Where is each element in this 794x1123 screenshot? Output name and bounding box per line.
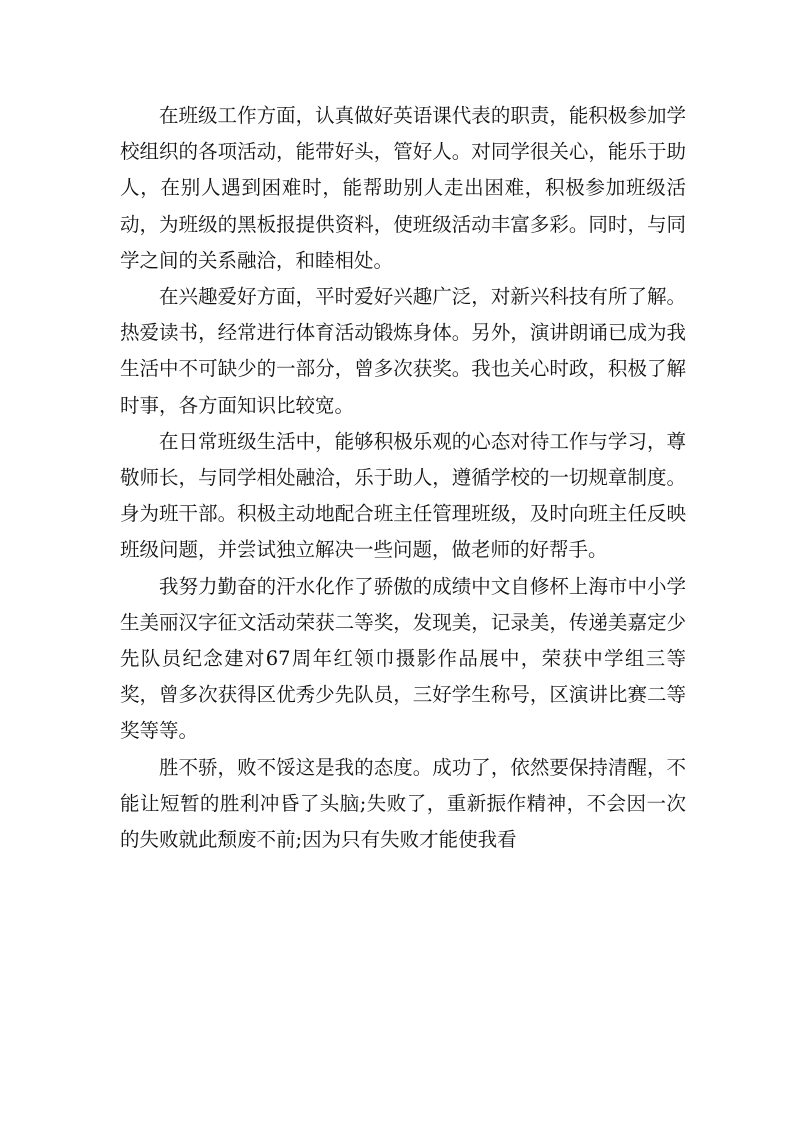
paragraph-daily-life: 在日常班级生活中，能够积极乐观的心态对待工作与学习，尊敬师长，与同学相处融洽，乐于助人，遵循学校的一切规章制度。身为班干部。积极主动地配合班主任管理班级，及时向班主任反映班级问题，并尝试独立解决一些问题，做老师的好帮手。 bbox=[120, 429, 686, 562]
paragraph-achievements: 我努力勤奋的汗水化作了骄傲的成绩中文自修杯上海市中小学生美丽汉字征文活动荣获二等奖，发现美，记录美，传递美嘉定少先队员纪念建对67周年红领巾摄影作品展中，荣获中学组三等奖，曾多次获得区优秀少先队员，三好学生称号，区演讲比赛二等奖等等。 bbox=[120, 574, 686, 743]
paragraph-hobbies: 在兴趣爱好方面，平时爱好兴趣广泛，对新兴科技有所了解。热爱读书，经常进行体育活动锻炼身体。另外，演讲朗诵已成为我生活中不可缺少的一部分，曾多次获奖。我也关心时政，积极了解时事，各方面知识比较宽。 bbox=[120, 285, 686, 417]
paragraph-attitude: 胜不骄，败不馁这是我的态度。成功了，依然要保持清醒，不能让短暂的胜利冲昏了头脑;失败了，重新振作精神，不会因一次的失败就此颓废不前;因为只有失败才能使我看 bbox=[120, 755, 686, 852]
paragraph-class-work: 在班级工作方面，认真做好英语课代表的职责，能积极参加学校组织的各项活动，能带好头，管好人。对同学很关心，能乐于助人，在别人遇到困难时，能帮助别人走出困难，积极参加班级活动，为班级的黑板报提供资料，使班级活动丰富多彩。同时，与同学之间的关系融洽，和睦相处。 bbox=[120, 104, 686, 272]
document-body bbox=[120, 98, 686, 858]
